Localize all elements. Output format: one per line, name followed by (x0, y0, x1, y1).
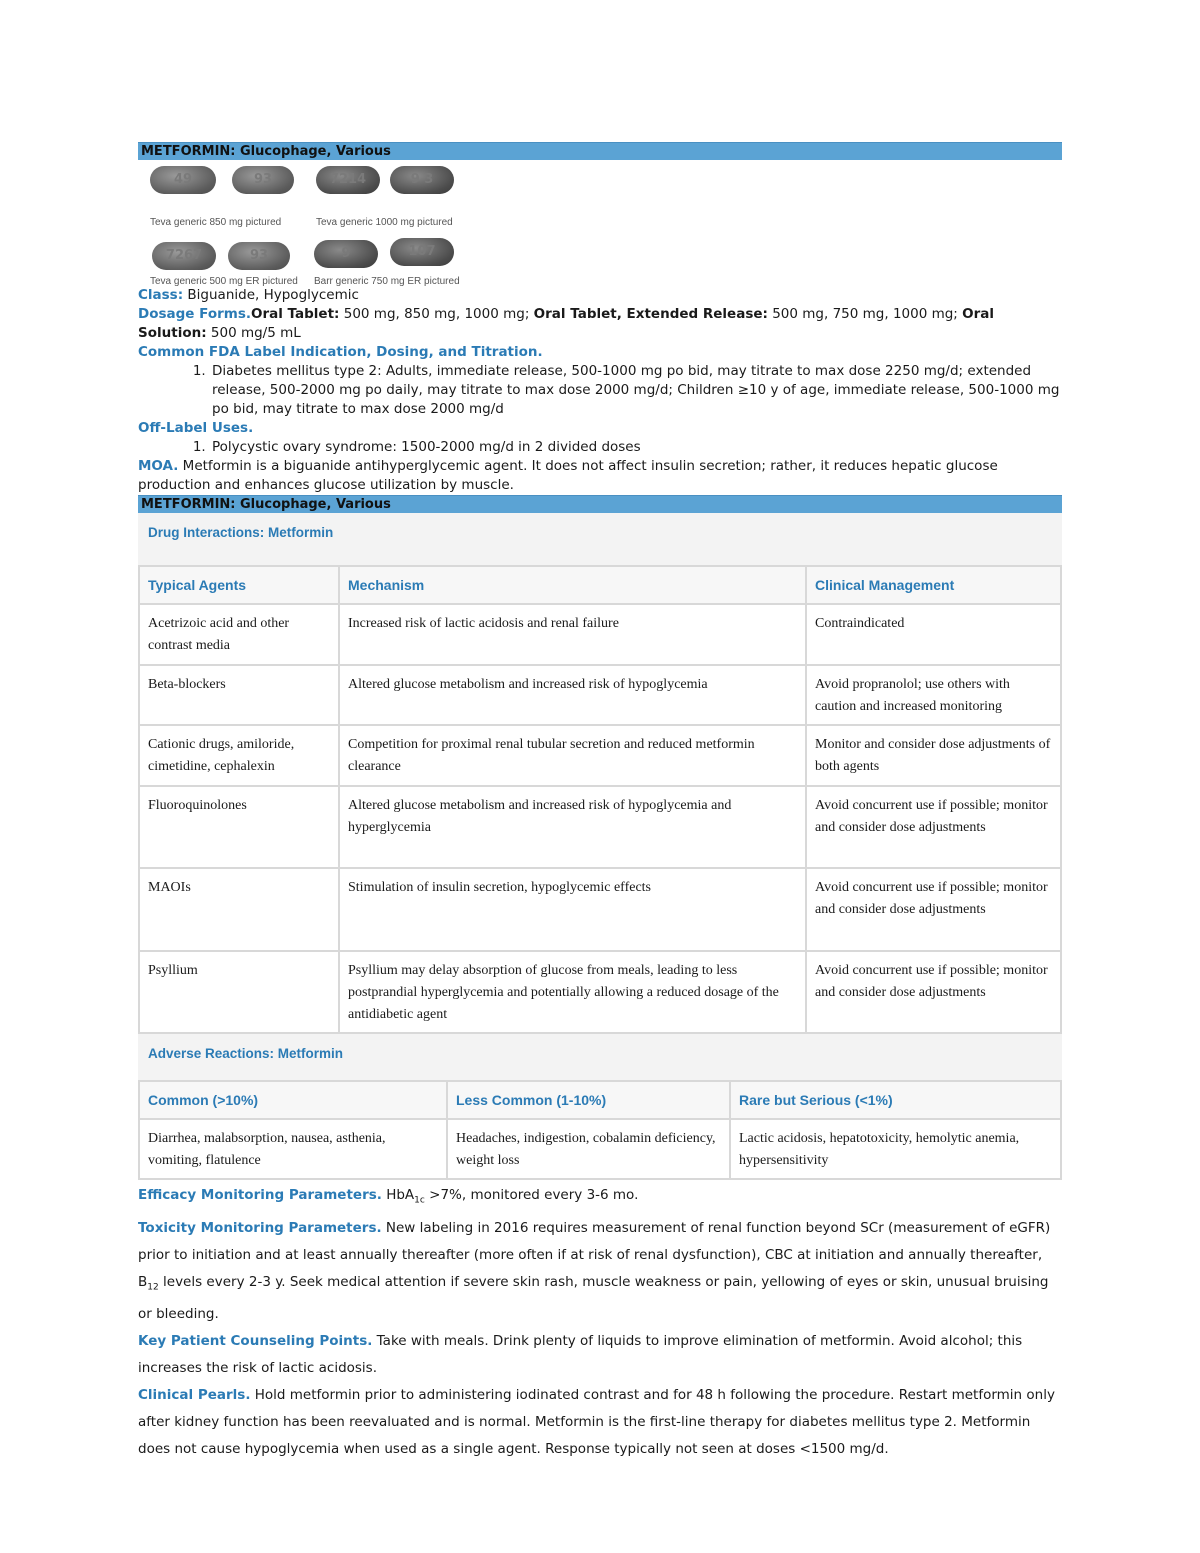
pearls-paragraph (138, 1382, 1062, 1463)
col-mechanism: Mechanism (339, 566, 806, 604)
mechanism-cell: Stimulation of insulin secretion, hypoglycemic effects (339, 868, 806, 951)
adverse-title: Adverse Reactions: Metformin (148, 1046, 344, 1061)
class-label: Class: (138, 287, 184, 303)
dosage-f3-text: 500 mg/5 mL (210, 325, 301, 341)
table-row (139, 951, 1061, 1033)
pill-barr-750er-a: 9 (314, 240, 378, 268)
agent-cell: Cationic drugs, amiloride, cimetidine, cephalexin (139, 725, 339, 786)
pill-barr-750er-b: 107 (390, 238, 454, 266)
caption-teva-850: Teva generic 850 mg pictured (150, 217, 282, 228)
table-row (139, 725, 1061, 786)
dosage-f1-label: Oral Tablet: (250, 306, 340, 322)
pill-teva-850-b: 93 (232, 166, 294, 194)
toxicity-subscript: 12 (147, 1282, 159, 1293)
drug-interactions-section (138, 513, 1062, 1180)
efficacy-label: Efficacy Monitoring Parameters. (138, 1187, 382, 1203)
offlabel-item: 1. Polycystic ovary syndrome: 1500-2000 mg/d in 2 divided doses (210, 438, 1062, 457)
col-clinical-management: Clinical Management (806, 566, 1061, 604)
col-rare-serious: Rare but Serious (<1%) (730, 1081, 1061, 1119)
indication-list (138, 362, 1062, 419)
rare-serious-cell: Lactic acidosis, hepatotoxicity, hemolytic anemia, hypersensitivity (730, 1119, 1061, 1179)
management-cell: Monitor and consider dose adjustments of both agents (806, 725, 1061, 786)
mechanism-cell: Competition for proximal renal tubular secretion and reduced metformin clearance (339, 725, 806, 786)
moa-label: MOA. (138, 458, 179, 474)
toxicity-text-post: levels every 2-3 y. Seek medical attention if severe skin rash, muscle weakness or pain, yellowing of eyes or skin, unusual bruising or bleeding. (138, 1273, 1049, 1323)
table-row (139, 868, 1061, 951)
offlabel-label: Off-Label Uses. (138, 420, 254, 436)
dosage-f3-label: Oral Solution: (138, 306, 995, 341)
management-cell: Avoid propranolol; use others with caution and increased monitoring (806, 665, 1061, 725)
table-row (139, 786, 1061, 868)
mechanism-cell: Altered glucose metabolism and increased risk of hypoglycemia (339, 665, 806, 725)
monograph-page (138, 142, 1062, 1463)
agent-cell: MAOIs (139, 868, 339, 951)
agent-cell: Fluoroquinolones (139, 786, 339, 868)
efficacy-text-pre: HbA (386, 1187, 415, 1203)
indication-label: Common FDA Label Indication, Dosing, and Titration. (138, 344, 543, 360)
col-less-common: Less Common (1-10%) (447, 1081, 730, 1119)
common-cell: Diarrhea, malabsorption, nausea, asthenia, vomiting, flatulence (139, 1119, 447, 1179)
adverse-header-row (139, 1081, 1061, 1119)
counseling-label: Key Patient Counseling Points. (138, 1333, 373, 1350)
dosage-f2-label: Oral Tablet, Extended Release: (533, 306, 768, 322)
drug-header-bar-2: METFORMIN: Glucophage, Various (138, 495, 1062, 513)
management-cell: Avoid concurrent use if possible; monitor and consider dose adjustments (806, 868, 1061, 951)
counseling-paragraph (138, 1328, 1062, 1382)
offlabel-list (138, 438, 1062, 457)
dosage-label: Dosage Forms. (138, 306, 251, 322)
moa-paragraph (138, 457, 1062, 495)
caption-teva-1000: Teva generic 1000 mg pictured (316, 217, 453, 228)
dosage-f2-text: 500 mg, 750 mg, 1000 mg; (772, 306, 958, 322)
management-cell: Contraindicated (806, 604, 1061, 665)
agent-cell: Acetrizoic acid and other contrast media (139, 604, 339, 665)
management-cell: Avoid concurrent use if possible; monitor and consider dose adjustments (806, 951, 1061, 1033)
caption-teva-500er: Teva generic 500 mg ER pictured (150, 276, 298, 287)
pill-teva-1000-b: 9 3 (390, 166, 454, 194)
interactions-title: Drug Interactions: Metformin (148, 525, 334, 540)
efficacy-subscript: 1c (414, 1195, 425, 1206)
dosage-f1-text: 500 mg, 850 mg, 1000 mg; (343, 306, 530, 322)
class-text: Biguanide, Hypoglycemic (187, 287, 359, 303)
pill-teva-1000-a: 7214 (316, 166, 380, 194)
table-row (139, 604, 1061, 665)
counseling-text: Take with meals. Drink plenty of liquids to improve elimination of metformin. Avoid alcohol; this increases the risk of lactic acidosis. (138, 1333, 1023, 1377)
pill-teva-500er-b: 93 (228, 242, 290, 270)
pearls-text: Hold metformin prior to administering iodinated contrast and for 48 h following the procedure. Restart metformin only after kidney function has been reevaluated and is normal. Metformin is the first-line therapy for diabetes mellitus type 2. Metformin does not cause hypoglycemia when used as a single agent. Response typically not seen at doses <1500 mg/d. (138, 1387, 1055, 1458)
interactions-table (138, 565, 1062, 1034)
management-cell: Avoid concurrent use if possible; monitor and consider dose adjustments (806, 786, 1061, 868)
pill-teva-500er-a: 7267 (152, 242, 216, 270)
drug-header-bar: METFORMIN: Glucophage, Various (138, 142, 1062, 160)
interactions-header-row (139, 566, 1061, 604)
table-row (139, 665, 1061, 725)
adverse-table (138, 1080, 1062, 1180)
table-row (139, 1119, 1061, 1179)
col-typical-agents: Typical Agents (139, 566, 339, 604)
class-line (138, 286, 1062, 305)
toxicity-text-pre: New labeling in 2016 requires measurement of renal function beyond SCr (measurement of eGFR) prior to initiation and at least annually thereafter (more often if at risk of renal dysfunction), CBC at initiation and annually thereafter, B (138, 1219, 1051, 1290)
moa-text: Metformin is a biguanide antihyperglycemic agent. It does not affect insulin secretion; rather, it reduces hepatic glucose production and enhances glucose utilization by muscle. (138, 458, 998, 493)
less-common-cell: Headaches, indigestion, cobalamin deficiency, weight loss (447, 1119, 730, 1179)
pearls-label: Clinical Pearls. (138, 1387, 251, 1404)
agent-cell: Beta-blockers (139, 665, 339, 725)
col-common: Common (>10%) (139, 1081, 447, 1119)
pill-images (150, 162, 480, 286)
toxicity-label: Toxicity Monitoring Parameters. (138, 1219, 382, 1236)
efficacy-text-post: >7%, monitored every 3-6 mo. (424, 1187, 639, 1203)
toxicity-paragraph (138, 1215, 1062, 1329)
mechanism-cell: Increased risk of lactic acidosis and renal failure (339, 604, 806, 665)
dosage-forms (138, 305, 1062, 343)
indication-item: 1. Diabetes mellitus type 2: Adults, immediate release, 500-1000 mg po bid, may titrate to max dose 2250 mg/d; extended release, 500-2000 mg po daily, may titrate to max dose 2000 mg/d; Children ≥10 y of age, immediate release, 500-1000 mg po bid, may titrate to max dose 2000 mg/d (210, 362, 1062, 419)
mechanism-cell: Altered glucose metabolism and increased risk of hypoglycemia and hyperglycemia (339, 786, 806, 868)
mechanism-cell: Psyllium may delay absorption of glucose from meals, leading to less postprandial hyperglycemia and potentially allowing a reduced dosage of the antidiabetic agent (339, 951, 806, 1033)
pill-teva-850-a: 49 (150, 166, 216, 194)
caption-barr-750er: Barr generic 750 mg ER pictured (314, 276, 460, 287)
efficacy-paragraph (138, 1182, 1062, 1215)
agent-cell: Psyllium (139, 951, 339, 1033)
